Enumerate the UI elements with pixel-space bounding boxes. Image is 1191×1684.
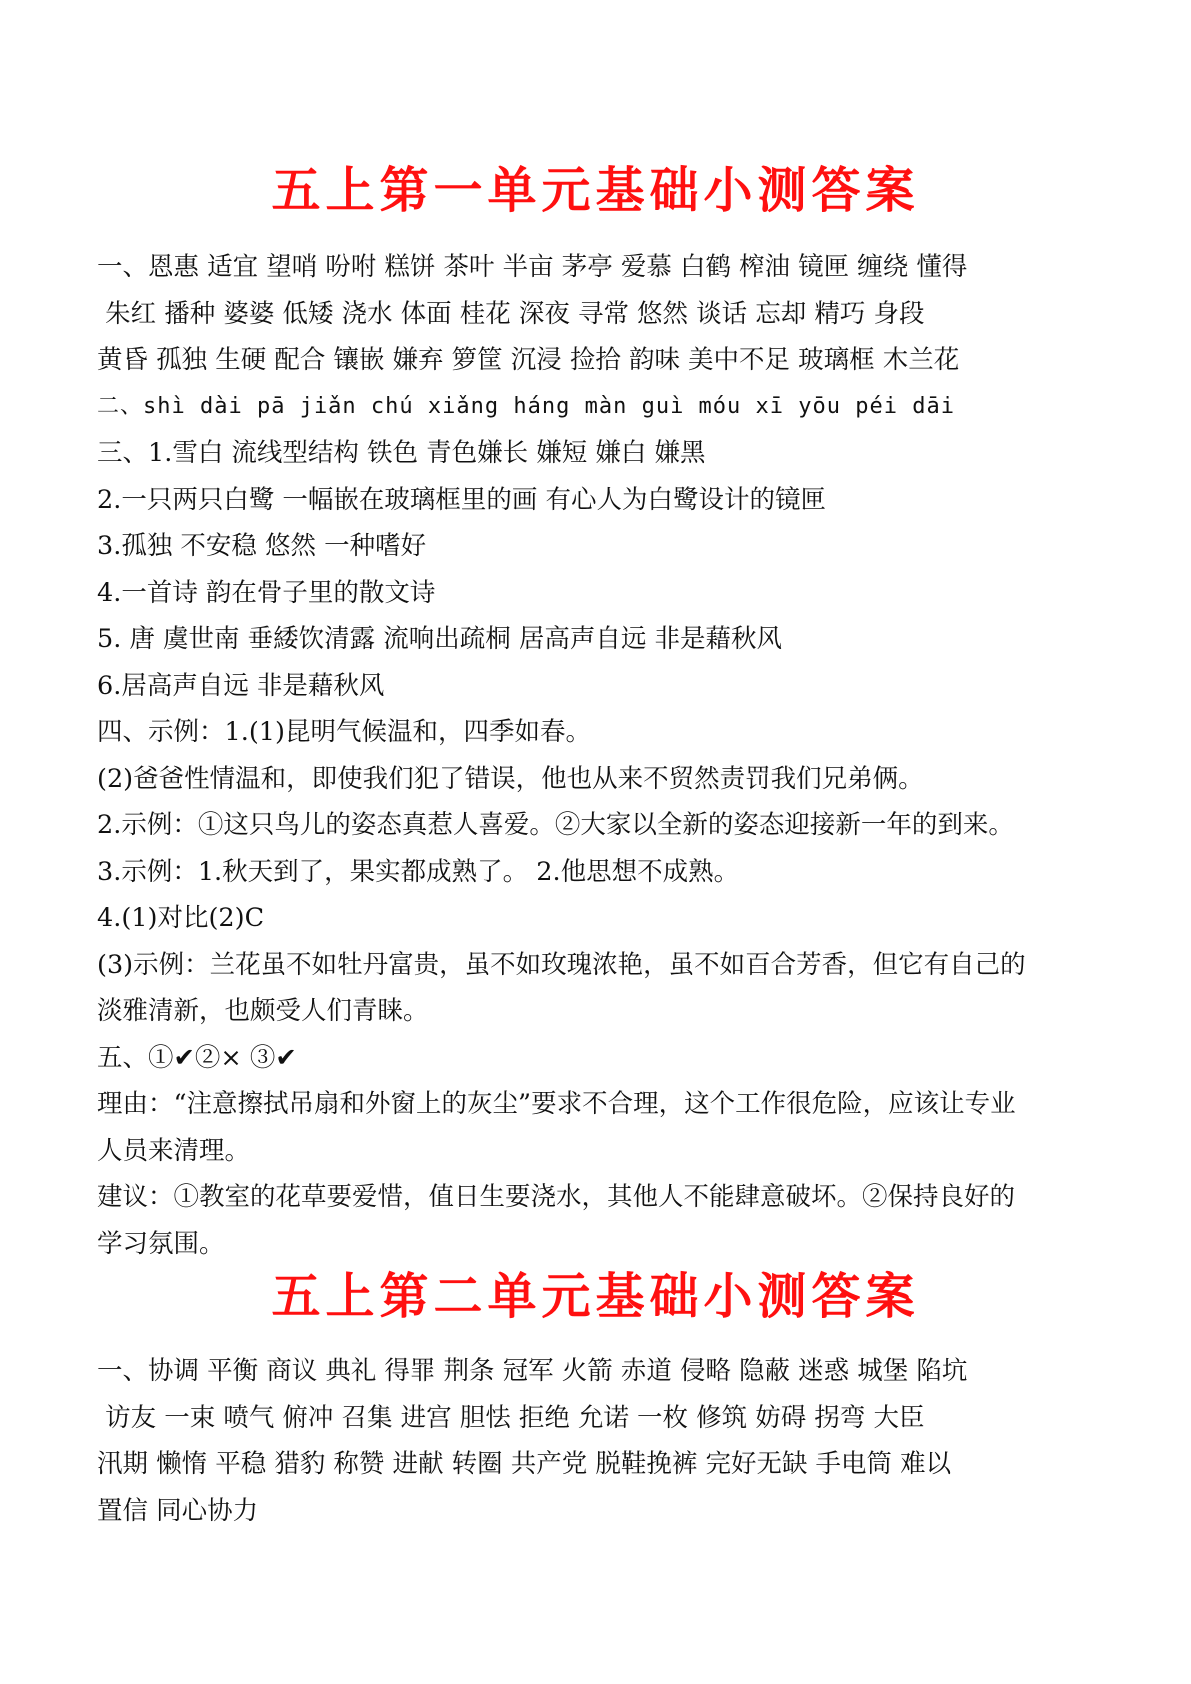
unit2-line-4: 置信 同心协力 <box>97 1495 259 1526</box>
unit1-line-5: 三、1.雪白 流线型结构 铁色 青色嫌长 嫌短 嫌白 嫌黑 <box>97 438 706 468</box>
unit2-answers <box>97 1348 1107 1534</box>
unit1-line-8: 4.一首诗 韵在骨子里的散文诗 <box>97 577 436 608</box>
unit1-title: 五上第一单元基础小测答案 <box>271 161 920 219</box>
unit1-line-4: 二、shì dài pā jiǎn chú xiǎng háng màn guì móu xī yōu péi dāi <box>97 393 955 419</box>
unit1-answers <box>97 244 1107 1267</box>
unit1-line-3: 黄昏 孤独 生硬 配合 镶嵌 嫌弃 箩筐 沉浸 捡拾 韵味 美中不足 玻璃框 木兰花 <box>97 345 960 375</box>
unit1-line-6: 2.一只两只白鹭 一幅嵌在玻璃框里的画 有心人为白鹭设计的镜匣 <box>97 484 827 515</box>
unit1-line-18: 五、①✔②× ③✔ <box>97 1042 297 1073</box>
unit1-line-16: (3)示例：兰花虽不如牡丹富贵，虽不如玫瑰浓艳，虽不如百合芳香，但它有自己的 <box>97 949 1026 980</box>
unit1-line-11: 四、示例：1.(1)昆明气候温和，四季如春。 <box>97 717 591 747</box>
unit1-line-10: 6.居高声自远 非是藉秋风 <box>97 670 385 701</box>
unit1-line-17: 淡雅清新，也颇受人们青睐。 <box>97 996 429 1026</box>
unit1-line-22: 学习氛围。 <box>97 1228 225 1259</box>
unit1-line-14: 3.示例：1.秋天到了，果实都成熟了。 2.他思想不成熟。 <box>97 856 740 887</box>
unit1-line-21: 建议：①教室的花草要爱惜，值日生要浇水，其他人不能肆意破坏。②保持良好的 <box>97 1182 1016 1212</box>
unit1-line-2: 朱红 播种 婆婆 低矮 浇水 体面 桂花 深夜 寻常 悠然 谈话 忘却 精巧 身段 <box>97 298 925 329</box>
unit1-line-15: 4.(1)对比(2)C <box>97 903 265 933</box>
unit2-line-3: 汛期 懒惰 平稳 猎豹 称赞 进献 转圈 共产党 脱鞋挽裤 完好无缺 手电筒 难以 <box>97 1449 952 1479</box>
unit2-title: 五上第二单元基础小测答案 <box>271 1267 920 1325</box>
unit1-line-7: 3.孤独 不安稳 悠然 一种嗜好 <box>97 531 427 561</box>
unit1-line-19: 理由：“注意擦拭吊扇和外窗上的灰尘”要求不合理，这个工作很危险，应该让专业 <box>97 1089 1016 1119</box>
unit1-line-20: 人员来清理。 <box>97 1135 251 1166</box>
unit2-line-2: 访友 一束 喷气 俯冲 召集 进宫 胆怯 拒绝 允诺 一枚 修筑 妨碍 拐弯 大臣 <box>97 1402 925 1433</box>
unit1-line-1: 一、恩惠 适宜 望哨 吩咐 糕饼 茶叶 半亩 茅亭 爱慕 白鹤 榨油 镜匣 缠绕 懂得 <box>97 252 968 282</box>
unit1-line-13: 2.示例：①这只鸟儿的姿态真惹人喜爱。②大家以全新的姿态迎接新一年的到来。 <box>97 810 1014 840</box>
unit1-line-9: 5. 唐 虞世南 垂緌饮清露 流响出疏桐 居高声自远 非是藉秋风 <box>97 624 782 654</box>
unit1-line-12: (2)爸爸性情温和，即使我们犯了错误，他也从来不贸然责罚我们兄弟俩。 <box>97 763 924 794</box>
unit2-line-1: 一、协调 平衡 商议 典礼 得罪 荆条 冠军 火箭 赤道 侵略 隐蔽 迷惑 城堡 陷坑 <box>97 1356 968 1386</box>
